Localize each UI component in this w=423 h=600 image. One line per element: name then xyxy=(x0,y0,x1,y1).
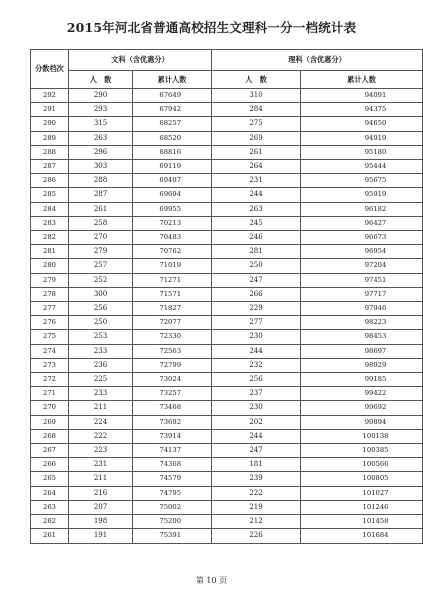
wenke-count-cell: 258 xyxy=(69,216,133,230)
score-cell: 270 xyxy=(31,401,69,415)
wenke-count-cell: 303 xyxy=(69,160,133,174)
like-count-cell: 244 xyxy=(212,188,301,202)
score-distribution-table xyxy=(30,49,423,544)
like-count-cell: 226 xyxy=(212,529,301,543)
header-score-band: 分数档次 xyxy=(31,50,69,89)
like-cumulative-cell: 99894 xyxy=(301,415,423,429)
score-cell: 283 xyxy=(31,216,69,230)
wenke-count-cell: 216 xyxy=(69,486,133,500)
table-row xyxy=(31,188,423,202)
wenke-count-cell: 233 xyxy=(69,344,133,358)
wenke-count-cell: 296 xyxy=(69,145,133,159)
wenke-cumulative-cell: 68520 xyxy=(133,131,212,145)
like-count-cell: 230 xyxy=(212,401,301,415)
page-title: 2015年河北省普通高校招生文理科一分一档统计表 xyxy=(66,20,357,35)
table-row xyxy=(31,472,423,486)
like-count-cell: 310 xyxy=(212,89,301,103)
wenke-cumulative-cell: 69119 xyxy=(133,160,212,174)
wenke-cumulative-cell: 75391 xyxy=(133,529,212,543)
like-cumulative-cell: 101684 xyxy=(301,529,423,543)
like-cumulative-cell: 94091 xyxy=(301,89,423,103)
wenke-cumulative-cell: 73692 xyxy=(133,415,212,429)
header-wenke: 文科（含优惠分） xyxy=(69,50,212,71)
like-count-cell: 244 xyxy=(212,429,301,443)
wenke-cumulative-cell: 69407 xyxy=(133,174,212,188)
table-row xyxy=(31,444,423,458)
score-cell: 284 xyxy=(31,202,69,216)
header-wenke-count: 人 数 xyxy=(69,71,133,89)
table-row xyxy=(31,259,423,273)
like-cumulative-cell: 94650 xyxy=(301,117,423,131)
wenke-cumulative-cell: 67649 xyxy=(133,89,212,103)
table-row xyxy=(31,429,423,443)
wenke-cumulative-cell: 73914 xyxy=(133,429,212,443)
like-cumulative-cell: 98697 xyxy=(301,344,423,358)
like-cumulative-cell: 100805 xyxy=(301,472,423,486)
like-cumulative-cell: 100138 xyxy=(301,429,423,443)
score-cell: 274 xyxy=(31,344,69,358)
score-cell: 279 xyxy=(31,273,69,287)
wenke-count-cell: 288 xyxy=(69,174,133,188)
score-cell: 265 xyxy=(31,472,69,486)
wenke-cumulative-cell: 71019 xyxy=(133,259,212,273)
wenke-count-cell: 279 xyxy=(69,245,133,259)
like-cumulative-cell: 94919 xyxy=(301,131,423,145)
table-row xyxy=(31,373,423,387)
like-cumulative-cell: 97204 xyxy=(301,259,423,273)
like-count-cell: 212 xyxy=(212,515,301,529)
score-cell: 264 xyxy=(31,486,69,500)
like-count-cell: 219 xyxy=(212,500,301,514)
wenke-cumulative-cell: 74368 xyxy=(133,458,212,472)
like-cumulative-cell: 101027 xyxy=(301,486,423,500)
like-count-cell: 237 xyxy=(212,387,301,401)
table-row xyxy=(31,387,423,401)
score-cell: 277 xyxy=(31,302,69,316)
wenke-cumulative-cell: 72077 xyxy=(133,316,212,330)
like-cumulative-cell: 95675 xyxy=(301,174,423,188)
table-row xyxy=(31,415,423,429)
score-cell: 266 xyxy=(31,458,69,472)
wenke-cumulative-cell: 68257 xyxy=(133,117,212,131)
wenke-count-cell: 207 xyxy=(69,500,133,514)
table-row xyxy=(31,174,423,188)
like-cumulative-cell: 101246 xyxy=(301,500,423,514)
wenke-count-cell: 231 xyxy=(69,458,133,472)
wenke-count-cell: 236 xyxy=(69,358,133,372)
wenke-cumulative-cell: 70483 xyxy=(133,231,212,245)
like-cumulative-cell: 98929 xyxy=(301,358,423,372)
like-cumulative-cell: 94375 xyxy=(301,103,423,117)
like-cumulative-cell: 97717 xyxy=(301,287,423,301)
like-count-cell: 275 xyxy=(212,117,301,131)
wenke-count-cell: 198 xyxy=(69,515,133,529)
like-count-cell: 247 xyxy=(212,444,301,458)
score-cell: 278 xyxy=(31,287,69,301)
wenke-count-cell: 253 xyxy=(69,330,133,344)
wenke-count-cell: 287 xyxy=(69,188,133,202)
table-row xyxy=(31,231,423,245)
score-cell: 272 xyxy=(31,373,69,387)
like-count-cell: 245 xyxy=(212,216,301,230)
like-count-cell: 277 xyxy=(212,316,301,330)
page-number: 第 10 页 xyxy=(195,576,228,585)
table-row xyxy=(31,344,423,358)
table-row xyxy=(31,486,423,500)
wenke-count-cell: 263 xyxy=(69,131,133,145)
like-cumulative-cell: 98453 xyxy=(301,330,423,344)
wenke-count-cell: 290 xyxy=(69,89,133,103)
wenke-cumulative-cell: 70213 xyxy=(133,216,212,230)
like-cumulative-cell: 97451 xyxy=(301,273,423,287)
table-row xyxy=(31,245,423,259)
score-cell: 287 xyxy=(31,160,69,174)
score-cell: 263 xyxy=(31,500,69,514)
wenke-cumulative-cell: 71571 xyxy=(133,287,212,301)
wenke-cumulative-cell: 74795 xyxy=(133,486,212,500)
wenke-cumulative-cell: 72330 xyxy=(133,330,212,344)
wenke-count-cell: 300 xyxy=(69,287,133,301)
wenke-cumulative-cell: 69694 xyxy=(133,188,212,202)
like-count-cell: 247 xyxy=(212,273,301,287)
table-row xyxy=(31,401,423,415)
like-count-cell: 266 xyxy=(212,287,301,301)
score-cell: 276 xyxy=(31,316,69,330)
wenke-count-cell: 261 xyxy=(69,202,133,216)
wenke-cumulative-cell: 68816 xyxy=(133,145,212,159)
like-count-cell: 256 xyxy=(212,373,301,387)
table-row xyxy=(31,216,423,230)
table-row xyxy=(31,202,423,216)
wenke-count-cell: 315 xyxy=(69,117,133,131)
like-count-cell: 281 xyxy=(212,245,301,259)
like-cumulative-cell: 99185 xyxy=(301,373,423,387)
like-count-cell: 264 xyxy=(212,160,301,174)
like-count-cell: 229 xyxy=(212,302,301,316)
like-cumulative-cell: 97946 xyxy=(301,302,423,316)
score-cell: 290 xyxy=(31,117,69,131)
like-cumulative-cell: 100385 xyxy=(301,444,423,458)
like-count-cell: 261 xyxy=(212,145,301,159)
wenke-count-cell: 223 xyxy=(69,444,133,458)
like-count-cell: 263 xyxy=(212,202,301,216)
table-row xyxy=(31,458,423,472)
like-cumulative-cell: 96182 xyxy=(301,202,423,216)
table-row xyxy=(31,131,423,145)
like-cumulative-cell: 96673 xyxy=(301,231,423,245)
table-row xyxy=(31,287,423,301)
table-row xyxy=(31,358,423,372)
score-cell: 280 xyxy=(31,259,69,273)
wenke-count-cell: 257 xyxy=(69,259,133,273)
wenke-cumulative-cell: 70762 xyxy=(133,245,212,259)
score-cell: 268 xyxy=(31,429,69,443)
table-row xyxy=(31,103,423,117)
table-row xyxy=(31,273,423,287)
score-cell: 281 xyxy=(31,245,69,259)
table-row xyxy=(31,117,423,131)
score-cell: 273 xyxy=(31,358,69,372)
score-cell: 291 xyxy=(31,103,69,117)
header-like: 理科（含优惠分） xyxy=(212,50,423,71)
like-count-cell: 230 xyxy=(212,330,301,344)
wenke-count-cell: 233 xyxy=(69,387,133,401)
wenke-count-cell: 224 xyxy=(69,415,133,429)
score-cell: 289 xyxy=(31,131,69,145)
score-cell: 271 xyxy=(31,387,69,401)
like-count-cell: 231 xyxy=(212,174,301,188)
table-row xyxy=(31,500,423,514)
table-row xyxy=(31,316,423,330)
like-count-cell: 232 xyxy=(212,358,301,372)
table-row xyxy=(31,330,423,344)
wenke-count-cell: 211 xyxy=(69,472,133,486)
wenke-cumulative-cell: 72799 xyxy=(133,358,212,372)
score-cell: 267 xyxy=(31,444,69,458)
wenke-cumulative-cell: 73468 xyxy=(133,401,212,415)
like-count-cell: 181 xyxy=(212,458,301,472)
like-count-cell: 202 xyxy=(212,415,301,429)
like-count-cell: 239 xyxy=(212,472,301,486)
like-count-cell: 246 xyxy=(212,231,301,245)
like-cumulative-cell: 95919 xyxy=(301,188,423,202)
wenke-count-cell: 256 xyxy=(69,302,133,316)
wenke-count-cell: 293 xyxy=(69,103,133,117)
table-row xyxy=(31,529,423,543)
score-cell: 285 xyxy=(31,188,69,202)
score-cell: 261 xyxy=(31,529,69,543)
wenke-count-cell: 225 xyxy=(69,373,133,387)
wenke-cumulative-cell: 71271 xyxy=(133,273,212,287)
wenke-cumulative-cell: 75002 xyxy=(133,500,212,514)
wenke-cumulative-cell: 72563 xyxy=(133,344,212,358)
like-count-cell: 250 xyxy=(212,259,301,273)
wenke-cumulative-cell: 69955 xyxy=(133,202,212,216)
score-cell: 262 xyxy=(31,515,69,529)
like-cumulative-cell: 101458 xyxy=(301,515,423,529)
like-cumulative-cell: 95444 xyxy=(301,160,423,174)
score-cell: 275 xyxy=(31,330,69,344)
wenke-count-cell: 270 xyxy=(69,231,133,245)
like-count-cell: 269 xyxy=(212,131,301,145)
score-cell: 286 xyxy=(31,174,69,188)
wenke-cumulative-cell: 71827 xyxy=(133,302,212,316)
like-cumulative-cell: 99422 xyxy=(301,387,423,401)
like-count-cell: 222 xyxy=(212,486,301,500)
score-cell: 288 xyxy=(31,145,69,159)
wenke-count-cell: 250 xyxy=(69,316,133,330)
table-row xyxy=(31,145,423,159)
wenke-count-cell: 211 xyxy=(69,401,133,415)
like-cumulative-cell: 96954 xyxy=(301,245,423,259)
wenke-cumulative-cell: 74137 xyxy=(133,444,212,458)
like-cumulative-cell: 99692 xyxy=(301,401,423,415)
table-row xyxy=(31,89,423,103)
wenke-cumulative-cell: 73024 xyxy=(133,373,212,387)
score-cell: 269 xyxy=(31,415,69,429)
wenke-count-cell: 191 xyxy=(69,529,133,543)
score-cell: 282 xyxy=(31,231,69,245)
table-row xyxy=(31,515,423,529)
like-cumulative-cell: 96427 xyxy=(301,216,423,230)
wenke-count-cell: 252 xyxy=(69,273,133,287)
table-row xyxy=(31,302,423,316)
wenke-cumulative-cell: 73257 xyxy=(133,387,212,401)
table-row xyxy=(31,160,423,174)
wenke-count-cell: 222 xyxy=(69,429,133,443)
wenke-cumulative-cell: 74579 xyxy=(133,472,212,486)
score-cell: 292 xyxy=(31,89,69,103)
like-cumulative-cell: 98223 xyxy=(301,316,423,330)
header-like-cumulative: 累计人数 xyxy=(301,71,423,89)
like-cumulative-cell: 100566 xyxy=(301,458,423,472)
header-wenke-cumulative: 累计人数 xyxy=(133,71,212,89)
wenke-cumulative-cell: 75200 xyxy=(133,515,212,529)
like-count-cell: 284 xyxy=(212,103,301,117)
header-like-count: 人 数 xyxy=(212,71,301,89)
wenke-cumulative-cell: 67942 xyxy=(133,103,212,117)
like-count-cell: 244 xyxy=(212,344,301,358)
like-cumulative-cell: 95180 xyxy=(301,145,423,159)
